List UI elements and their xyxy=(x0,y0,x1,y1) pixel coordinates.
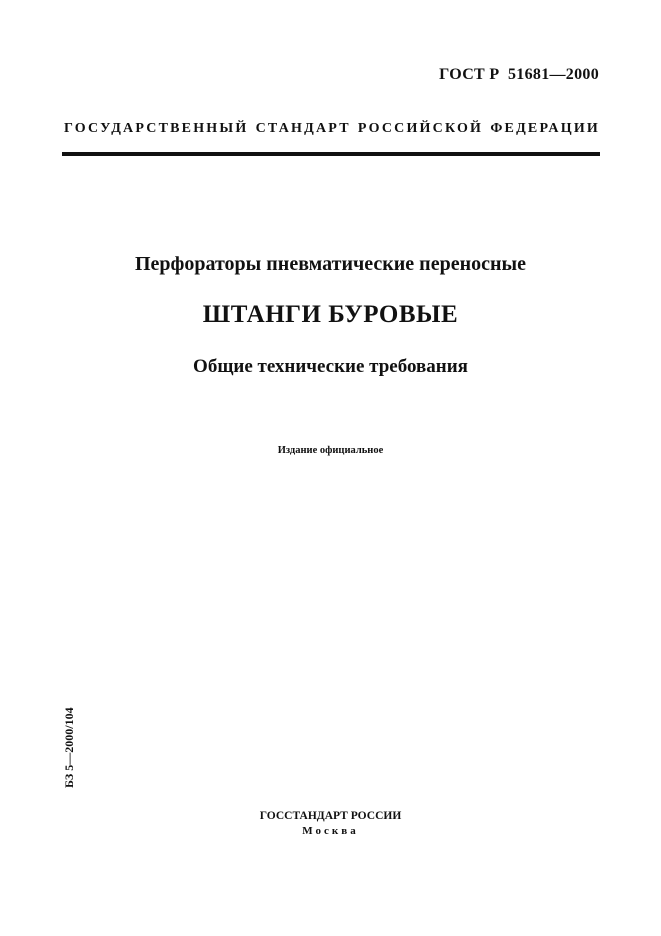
publisher-city: Москва xyxy=(302,825,359,837)
document-code: ГОСТ Р 51681—2000 xyxy=(439,66,599,83)
edition-note: Издание официальное xyxy=(277,445,384,456)
state-standard-heading: ГОСУДАРСТВЕННЫЙ СТАНДАРТ РОССИЙСКОЙ ФЕДЕРАЦИИ xyxy=(64,121,600,136)
header-divider xyxy=(62,152,600,156)
publisher-name: ГОССТАНДАРТ РОССИИ xyxy=(259,810,402,822)
document-title: ШТАНГИ БУРОВЫЕ xyxy=(202,301,459,328)
document-subtitle: Общие технические требования xyxy=(193,356,468,377)
document-subject: Перфораторы пневматические переносные xyxy=(134,253,526,275)
side-catalog-code: БЗ 5—2000/104 xyxy=(62,707,76,788)
